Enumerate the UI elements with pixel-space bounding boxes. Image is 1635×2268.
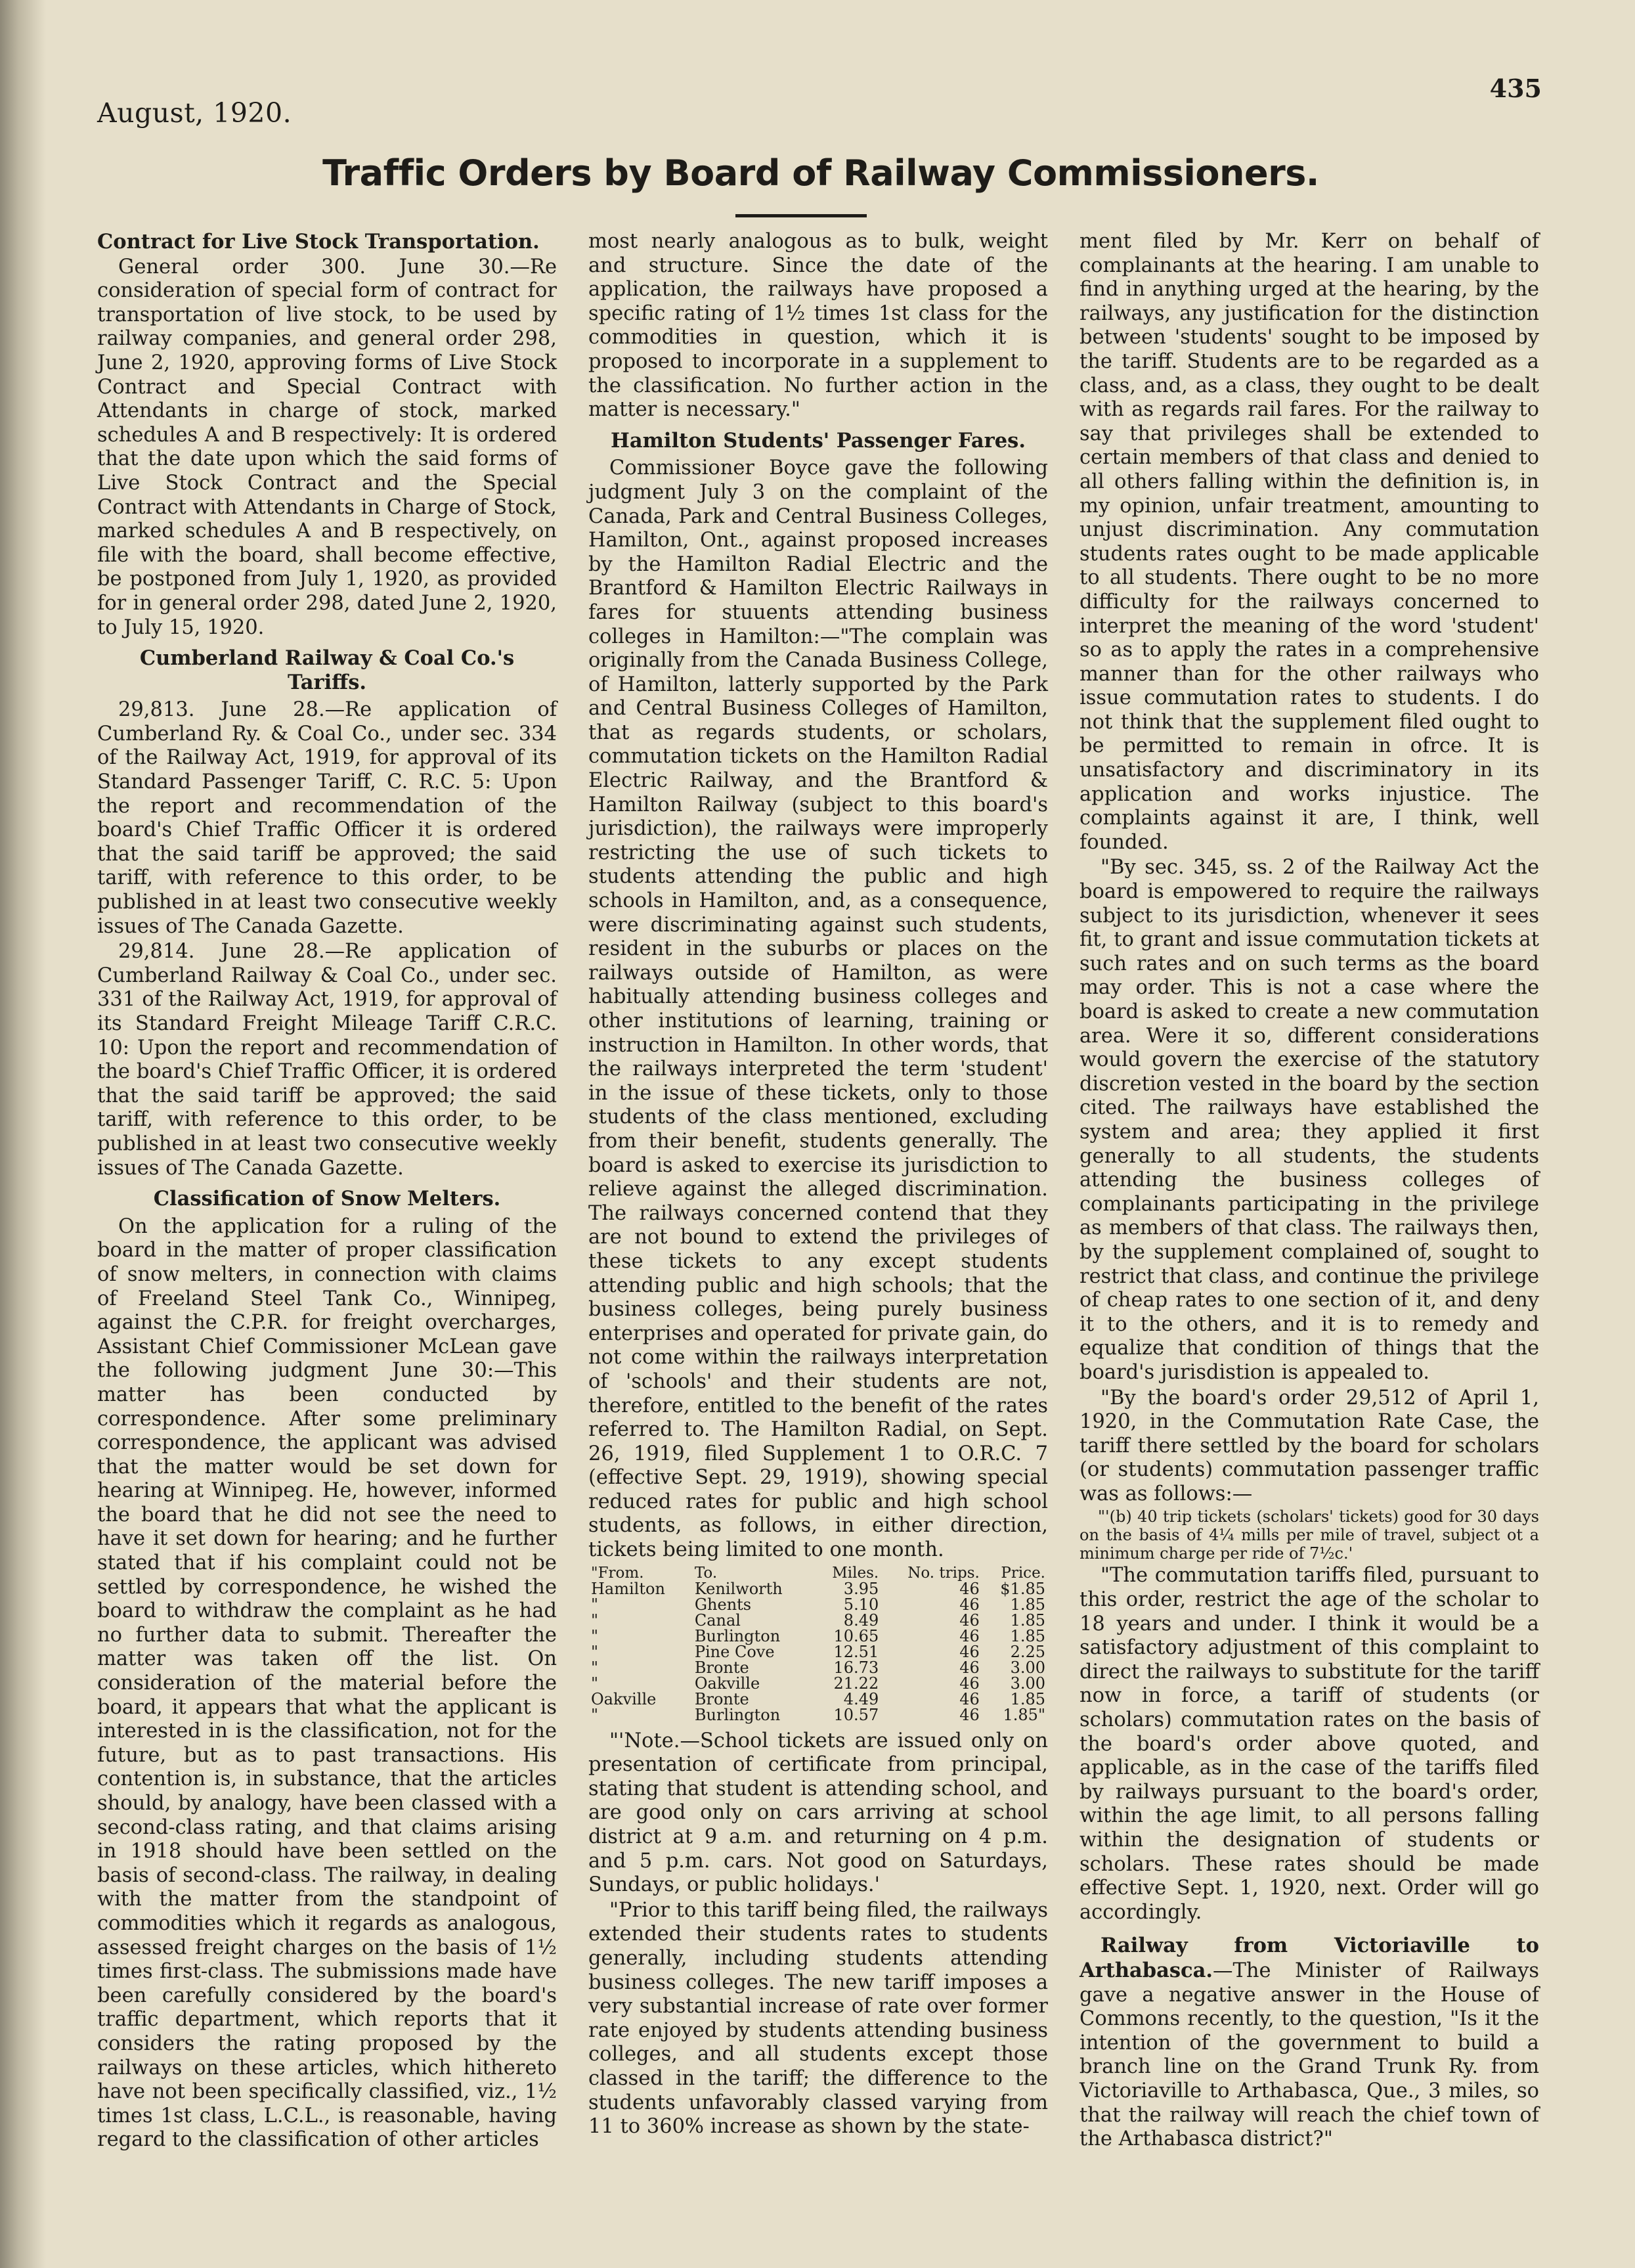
- table-cell: Oakville: [591, 1689, 657, 1708]
- table-row: [588, 1707, 1048, 1723]
- paragraph: 29,814. June 28.—Re application of Cumberland Railway & Coal Co., under sec. 331 of the Railway Act, 1919, for approval of its Standard Freight Mileage Tariff C.R.C. 10: Upon the report and recommendation of the board's Chief Traffic Officer, it is ordered that the said tariff be approved; the said tariff, with reference to this order, to be published in at least two consecutive weekly issues of The Canada Gazette.: [97, 940, 557, 1180]
- page-gutter-shadow: [0, 0, 46, 2268]
- table-cell: ": [591, 1595, 599, 1614]
- section-heading: Classification of Snow Melters.: [153, 1187, 501, 1211]
- table-cell: Pine Cove: [694, 1642, 775, 1661]
- paragraph-body: —The Minister of Railways gave a negative answer in the House of Commons recently, to the question, "Is it the intention of the government to build a branch line on the Grand Trunk Ry. from Victoriaville to Arthabasca, Que., 3 miles, so that the railway will reach the chief town of the Arthabasca district?": [1079, 1959, 1539, 2151]
- article-title: Traffic Orders by Board of Railway Commissioners.: [322, 152, 1319, 194]
- table-cell: 46: [959, 1626, 980, 1645]
- column-2: [588, 230, 1048, 2141]
- table-cell: Oakville: [694, 1674, 760, 1693]
- col-header: No. trips.: [907, 1564, 980, 1582]
- column-1: [97, 230, 557, 2154]
- table-cell: 10.57: [833, 1705, 879, 1724]
- column-3: [1079, 230, 1539, 2153]
- table-cell: ": [591, 1626, 599, 1645]
- table-cell: 4.49: [843, 1689, 879, 1708]
- table-cell: 1.85": [1003, 1705, 1045, 1724]
- table-cell: $1.85: [1000, 1579, 1045, 1598]
- table-cell: 1.85: [1010, 1611, 1045, 1630]
- section-heading: Cumberland Railway & Coal Co.'s Tariffs.: [139, 646, 515, 694]
- paragraph: [1079, 1934, 1539, 2151]
- table-cell: 16.73: [833, 1658, 879, 1677]
- paragraph: 29,813. June 28.—Re application of Cumberland Ry. & Coal Co., under sec. 334 of the Railway Act, 1919, for approval of its Standard Passenger Tariff, C. R.C. 5: Upon the report and recommendation of the board's Chief Traffic Officer it is ordered that the said tariff be approved; the said tariff, with reference to this order, to be published in at least two consecutive weekly issues of The Canada Gazette.: [97, 698, 557, 938]
- table-cell: ": [591, 1705, 599, 1724]
- paragraph: "Prior to this tariff being filed, the railways extended their students rates to students generally, including students attending business colleges. The new tariff imposes a very substantial increase of rate over former rate enjoyed by students attending business colleges, and all students except those classed in the tariff; the difference to the students unfavorably classed varying from 11 to 360% increase as shown by the state-: [588, 1898, 1048, 2139]
- table-cell: 46: [959, 1579, 980, 1598]
- table-cell: 8.49: [843, 1611, 879, 1630]
- table-row: [588, 1581, 1048, 1597]
- table-cell: 46: [959, 1705, 980, 1724]
- table-cell: 3.00: [1010, 1658, 1045, 1677]
- table-header-row: [588, 1565, 1048, 1581]
- fare-table: [588, 1565, 1048, 1723]
- table-row: [588, 1628, 1048, 1644]
- table-row: [588, 1612, 1048, 1628]
- table-cell: 5.10: [843, 1595, 879, 1614]
- table-row: [588, 1597, 1048, 1612]
- table-cell: ": [591, 1642, 599, 1661]
- table-cell: 2.25: [1010, 1642, 1045, 1661]
- table-cell: Burlington: [694, 1626, 781, 1645]
- paragraph: "By sec. 345, ss. 2 of the Railway Act the board is empowered to require the railways subject to its jurisdiction, whenever it sees fit, to grant and issue commutation tickets at such rates and on such terms as the board may order. This is not a case where the board is asked to create a new commutation area. Were it so, different considerations would govern the exercise of the statutory discretion vested in the board by the section cited. The railways have established the system and area; they applied it first generally to all students, the students attending the business colleges of complainants participating in the privilege as members of that class. The railways then, by the supplement complained of, sought to restrict that class, and continue the privilege of cheap rates to one section of it, and deny it to the others, and it is to remedy and equalize that condition of things that the board's jurisdistion is appealed to.: [1079, 856, 1539, 1384]
- table-cell: 1.85: [1010, 1595, 1045, 1614]
- table-cell: ": [591, 1611, 599, 1630]
- table-row: [588, 1644, 1048, 1660]
- table-cell: 46: [959, 1658, 980, 1677]
- section-heading: Contract for Live Stock Transportation.: [97, 230, 540, 254]
- col-header: To.: [694, 1564, 718, 1582]
- paragraph: most nearly analogous as to bulk, weight and structure. Since the date of the application, the railways have proposed a specific rating of 1½ times 1st class for the commodities in question, which it is proposed to incorporate in a supplement to the classification. No further action in the matter is necessary.": [588, 230, 1048, 422]
- table-cell: Kenilworth: [694, 1579, 783, 1598]
- paragraph: "The commutation tariffs filed, pursuant to this order, restrict the age of the scholar to 18 years and under. I think it would be a satisfactory adjustment of this complaint to direct the railways to substitute for the tariff now in force, a tariff of students (or scholars) commutation rates on the basis of the board's order above quoted, and applicable, as in the case of the tariffs filed by railways pursuant to the board's order, within the age limit, to all persons falling within the designation of students or scholars. These rates should be made effective Sept. 1, 1920, next. Order will go accordingly.: [1079, 1564, 1539, 1924]
- table-cell: 46: [959, 1689, 980, 1708]
- quoted-tariff: "'(b) 40 trip tickets (scholars' tickets) good for 30 days on the basis of 4¼ mills per mile of travel, subject ot a minimum charge per ride of 7½c.': [1079, 1507, 1539, 1563]
- table-cell: Bronte: [694, 1658, 749, 1677]
- paragraph: General order 300. June 30.—Re consideration of special form of contract for transportation of live stock, to be used by railway companies, and general order 298, June 2, 1920, approving forms of Live Stock Contract and Special Contract with Attendants in charge of stock, marked schedules A and B respectively: It is ordered that the date upon which the said forms of Live Stock Contract and the Special Contract with Attendants in Charge of Stock, marked schedules A and B respectively, on file with the board, shall become effective, be postponed from July 1, 1920, as provided for in general order 298, dated June 2, 1920, to July 15, 1920.: [97, 255, 557, 639]
- table-cell: Bronte: [694, 1689, 749, 1708]
- paragraph: ment filed by Mr. Kerr on behalf of complainants at the hearing. I am unable to find in anything urged at the hearing, by the railways, any justification for the distinction between 'students' sought to be imposed by the tariff. Students are to be regarded as a class, and, as a class, they ought to be dealt with as regards rail fares. For the railway to say that privileges shall be extended to certain members of that class and denied to all others falling within the definition is, in my opinion, unfair treatment, amounting to unjust discrimination. Any commutation students rates ought to be made applicable to all students. There ought to be no more difficulty for the railways concerned to interpret the meaning of the word 'student' so as to apply the rates in a comprehensive manner than for the other railways who issue commutation rates to students. I do not think that the supplement filed ought to be permitted to remain in ofrce. It is unsatisfactory and discriminatory in its application and works injustice. The complaints against it are, I think, well founded.: [1079, 230, 1539, 854]
- col-header: "From.: [591, 1564, 644, 1582]
- table-row: [588, 1676, 1048, 1691]
- table-cell: Hamilton: [591, 1579, 665, 1598]
- table-cell: ": [591, 1658, 599, 1677]
- paragraph: On the application for a ruling of the board in the matter of proper classification of snow melters, in connection with claims of Freeland Steel Tank Co., Winnipeg, against the C.P.R. for freight overcharges, Assistant Chief Commissioner McLean gave the following judgment June 30:—This matter has been conducted by correspondence. After some preliminary correspondence, the applicant was advised that the matter would be set down for hearing at Winnipeg. He, however, informed the board that he did not see the need to have it set down for hearing; and he further stated that if his complaint could not be settled by correspondence, he wished the board to withdraw the complaint as he had no further data to submit. Thereafter the matter was taken off the list. On consideration of the material before the board, it appears that what the applicant is interested in is the classification, not for the future, but as to past transactions. His contention is, in substance, that the articles should, by analogy, have been classed with a second-class rating, and that claims arising in 1918 should have been settled on the basis of second-class. The railway, in dealing with the matter from the standpoint of commodities which it regards as analogous, assessed freight charges on the basis of 1½ times first-class. The submissions made have been carefully considered by the board's traffic department, which reports that it considers the rating proposed by the railways on these articles, which hithereto have not been specifically classified, viz., 1½ times 1st class, L.C.L., is reasonable, having regard to the classification of other articles: [97, 1214, 557, 2152]
- paragraph: "By the board's order 29,512 of April 1, 1920, in the Commutation Rate Case, the tariff there settled by the board for scholars (or students) commutation passenger traffic was as follows:—: [1079, 1386, 1539, 1505]
- table-cell: Canal: [694, 1611, 741, 1630]
- table-cell: ": [591, 1674, 599, 1693]
- section-heading: Railway from Victoriaville to Arthabasca.: [1079, 1934, 1539, 1982]
- table-cell: 46: [959, 1611, 980, 1630]
- paragraph: "'Note.—School tickets are issued only on presentation of certificate from principal, stating that student is attending school, and are good only on cars arriving at school district at 9 a.m. and returning on 4 p.m. and 5 p.m. cars. Not good on Saturdays, Sundays, or public holidays.': [588, 1729, 1048, 1897]
- table-cell: 3.95: [843, 1579, 879, 1598]
- col-header: Miles.: [832, 1564, 879, 1582]
- section-heading: Hamilton Students' Passenger Fares.: [611, 428, 1026, 453]
- table-cell: 46: [959, 1674, 980, 1693]
- table-cell: Burlington: [694, 1705, 781, 1724]
- page-number: 435: [1489, 74, 1542, 103]
- table-cell: 46: [959, 1595, 980, 1614]
- issue-date: August, 1920.: [97, 97, 292, 129]
- table-cell: 46: [959, 1642, 980, 1661]
- table-cell: Ghents: [694, 1595, 752, 1614]
- col-header: Price.: [1001, 1564, 1045, 1582]
- table-cell: 1.85: [1010, 1689, 1045, 1708]
- table-cell: 3.00: [1010, 1674, 1045, 1693]
- table-cell: 12.51: [833, 1642, 879, 1661]
- table-cell: 21.22: [833, 1674, 879, 1693]
- title-divider: [735, 214, 867, 217]
- table-row: [588, 1660, 1048, 1676]
- table-row: [588, 1691, 1048, 1707]
- table-cell: 1.85: [1010, 1626, 1045, 1645]
- paragraph: Commissioner Boyce gave the following judgment July 3 on the complaint of the Canada, Park and Central Business Colleges, Hamilton, Ont., against proposed increases by the Hamilton Radial Electric and the Brantford & Hamilton Electric Railways in fares for stuuents attending business colleges in Hamilton:—"The complain was originally from the Canada Business College, of Hamilton, latterly supported by the Park and Central Business Colleges of Hamilton, that as regards students, or scholars, commutation tickets on the Hamilton Radial Electric Railway, and the Brantford & Hamilton Railway (subject to this board's jurisdiction), the railways were improperly restricting the use of such tickets to students attending the public and high schools in Hamilton, and, as a consequence, were discriminating against such students, resident in the suburbs or places on the railways outside of Hamilton, as were habitually attending business colleges and other institutions of learning, training or instruction in Hamilton. In other words, that the railways interpreted the term 'student' in the issue of these tickets, only to those students of the class mentioned, excluding from their benefit, students generally. The board is asked to exercise its jurisdiction to relieve against the alleged discrimination. The railways concerned contend that they are not bound to extend the privileges of these tickets to any except students attending public and high schools; that the business colleges, being purely business enterprises and operated for private gain, do not come within the railways interpretation of 'schools' and their students are not, therefore, entitled to the benefit of the rates referred to. The Hamilton Radial, on Sept. 26, 1919, filed Supplement 1 to O.R.C. 7 (effective Sept. 29, 1919), showing special reduced rates for public and high school students, as follows, in either direction, tickets being limited to one month.: [588, 456, 1048, 1562]
- table-cell: 10.65: [833, 1626, 879, 1645]
